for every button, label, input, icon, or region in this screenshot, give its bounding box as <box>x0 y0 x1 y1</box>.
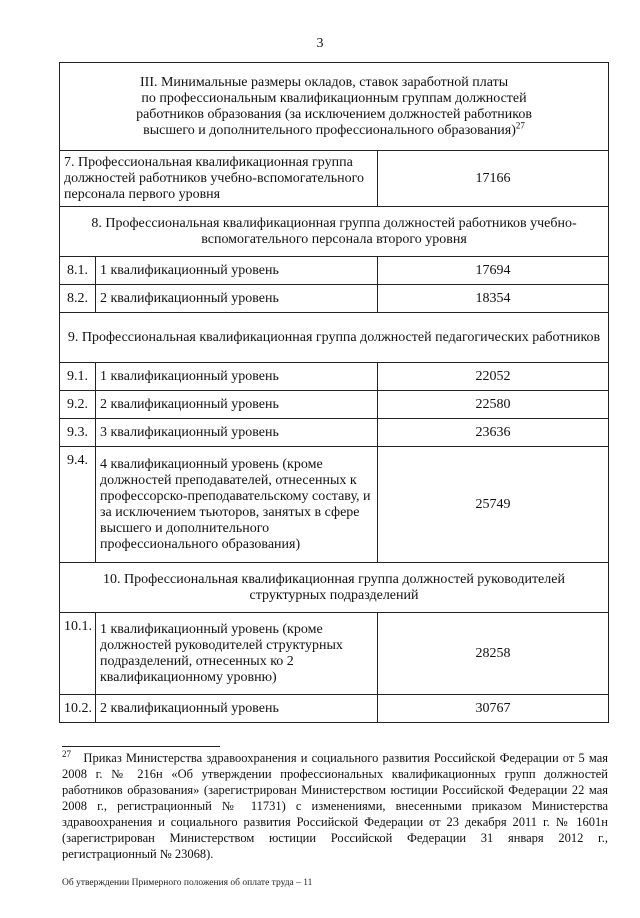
row-number: 10.2. <box>60 695 96 723</box>
group8-title: 8. Профессиональная квалификационная группа должностей работников учебно-вспомогательного персонала второго уровня <box>60 207 609 257</box>
row-number: 9.2. <box>60 391 96 419</box>
group7-row <box>60 151 609 207</box>
footnote-divider <box>62 746 220 747</box>
row-value: 23636 <box>378 419 609 447</box>
row-name: 2 квалификационный уровень <box>96 285 378 313</box>
row-number: 8.2. <box>60 285 96 313</box>
table-row <box>60 419 609 447</box>
row-name: 2 квалификационный уровень <box>96 391 378 419</box>
row-value: 22052 <box>378 363 609 391</box>
table-row <box>60 613 609 695</box>
footnote <box>62 750 608 862</box>
footnote-text: Приказ Министерства здравоохранения и социального развития Российской Федерации от 5 мая 2008 г. № 216н «Об утверждении профессиональных квалификационных групп должностей работников образования» (зарегистрирован Министерством юстиции Российской Федерации 22 мая 2008 г., регистрационный № 11731) с изменениями, внесенными приказом Министерства здравоохранения и социального развития Российской Федерации от 23 декабря 2011 г. № 1601н (зарегистрирован Министерством юстиции Российской Федерации 31 января 2012 г., регистрационный № 23068). <box>62 751 608 861</box>
table-row <box>60 447 609 563</box>
group10-title: 10. Профессиональная квалификационная группа должностей руководителей структурных подразделений <box>60 563 609 613</box>
row-value: 25749 <box>378 447 609 563</box>
group9-title-row <box>60 313 609 363</box>
row-value: 17694 <box>378 257 609 285</box>
row-number: 9.3. <box>60 419 96 447</box>
row-name: 1 квалификационный уровень (кроме должностей руководителей структурных подразделений, отнесенных ко 2 квалификационному уровню) <box>96 613 378 695</box>
group7-name: 7. Профессиональная квалификационная группа должностей работников учебно-вспомогательного персонала первого уровня <box>60 151 378 207</box>
section-title-line2: по профессиональным квалификационным группам должностей <box>141 90 527 106</box>
row-number: 8.1. <box>60 257 96 285</box>
group10-title-row <box>60 563 609 613</box>
salary-table <box>59 62 609 723</box>
table-row <box>60 695 609 723</box>
footnote-ref: 27 <box>515 119 525 130</box>
row-name: 1 квалификационный уровень <box>96 257 378 285</box>
table-row <box>60 257 609 285</box>
row-value: 28258 <box>378 613 609 695</box>
page-footer: Об утверждении Примерного положения об оплате труда – 11 <box>62 878 313 888</box>
page-number: 3 <box>316 36 324 51</box>
group7-value: 17166 <box>378 151 609 207</box>
row-name: 4 квалификационный уровень (кроме должностей преподавателей, отнесенных к профессорско-преподавательскому составу, и за исключением тьюторов, занятых в сфере высшего и дополнительного профессионального образования) <box>96 447 378 563</box>
row-name: 1 квалификационный уровень <box>96 363 378 391</box>
row-value: 18354 <box>378 285 609 313</box>
row-number: 9.4. <box>60 447 96 563</box>
group8-title-row <box>60 207 609 257</box>
section-title-row <box>60 63 609 151</box>
section-title-line1: III. Минимальные размеры окладов, ставок заработной платы <box>140 74 509 90</box>
row-value: 30767 <box>378 695 609 723</box>
row-number: 9.1. <box>60 363 96 391</box>
section-title <box>60 63 609 151</box>
group9-title: 9. Профессиональная квалификационная группа должностей педагогических работников <box>60 313 609 363</box>
section-title-line3: работников образования (за исключением должностей работников <box>136 106 532 122</box>
row-name: 2 квалификационный уровень <box>96 695 378 723</box>
row-name: 3 квалификационный уровень <box>96 419 378 447</box>
footnote-marker: 27 <box>62 748 71 759</box>
table-row <box>60 363 609 391</box>
table-row <box>60 391 609 419</box>
section-title-line4 <box>64 119 604 139</box>
section-title-line4-text: высшего и дополнительного профессионального образования) <box>143 122 516 138</box>
row-number: 10.1. <box>60 613 96 695</box>
row-value: 22580 <box>378 391 609 419</box>
table-row <box>60 285 609 313</box>
